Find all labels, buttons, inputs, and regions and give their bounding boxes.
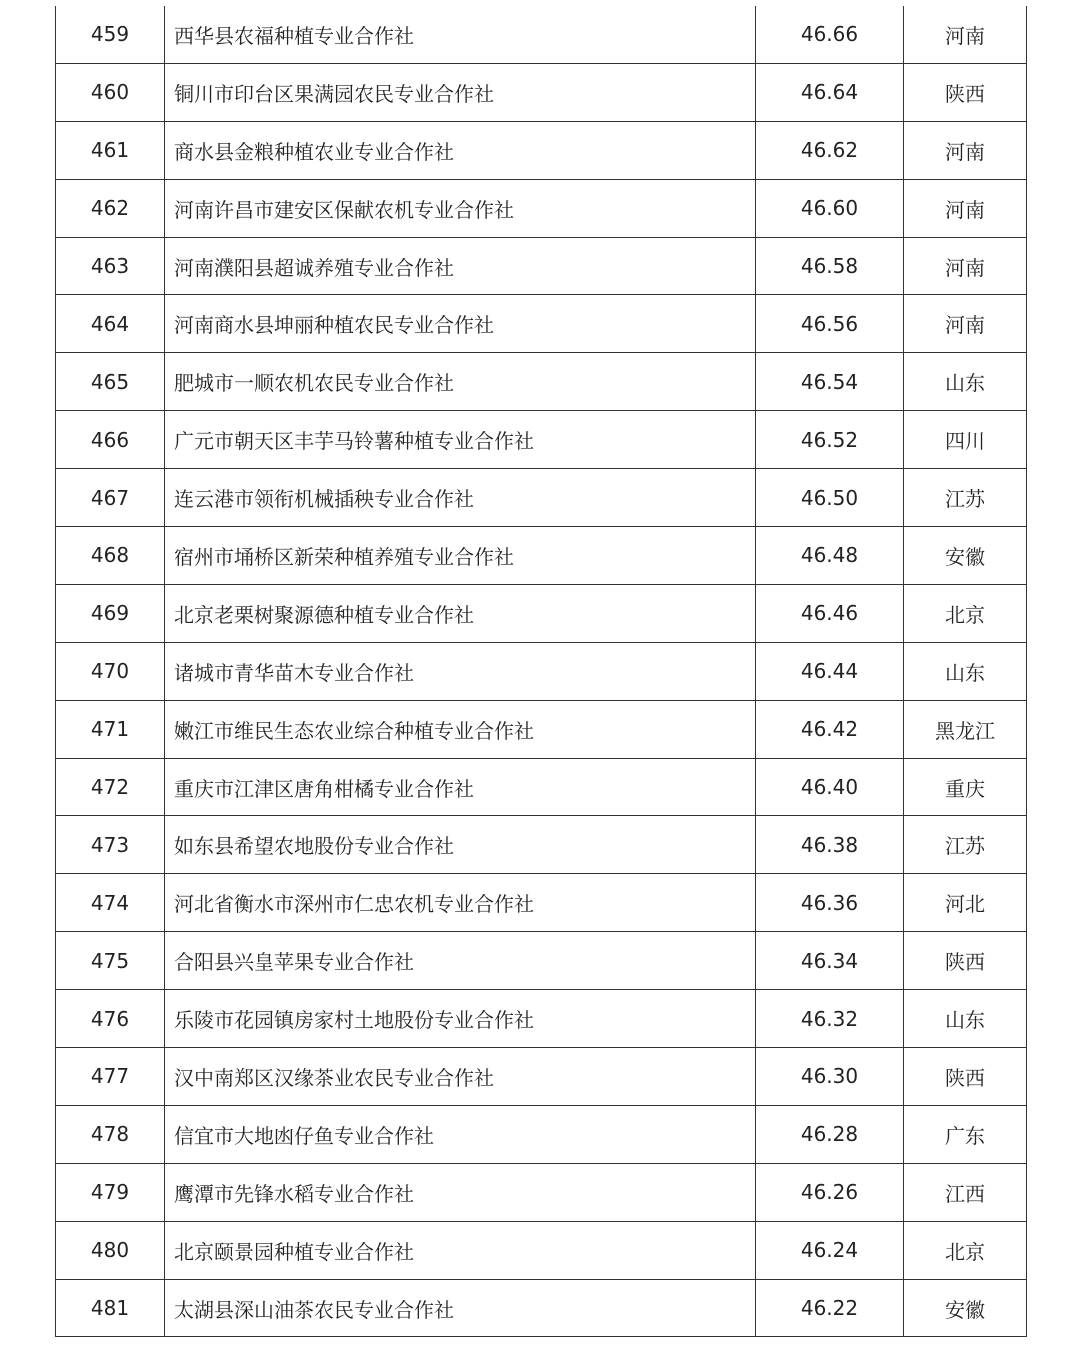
table-row (56, 1105, 1027, 1163)
cooperative-name-cell: 宿州市埇桥区新荣种植养殖专业合作社 (165, 527, 756, 585)
cooperative-name-cell: 商水县金粮种植农业专业合作社 (165, 121, 756, 179)
rank-cell: 465 (56, 353, 165, 411)
province-cell: 北京 (904, 1221, 1027, 1279)
table-row (56, 237, 1027, 295)
rank-cell: 469 (56, 584, 165, 642)
rank-cell: 468 (56, 527, 165, 585)
rank-cell: 479 (56, 1163, 165, 1221)
province-cell: 河南 (904, 121, 1027, 179)
rank-cell: 471 (56, 700, 165, 758)
score-cell: 46.66 (756, 6, 904, 63)
rank-cell: 475 (56, 932, 165, 990)
table-row (56, 1221, 1027, 1279)
province-cell: 安徽 (904, 527, 1027, 585)
table-row (56, 6, 1027, 63)
score-cell: 46.52 (756, 411, 904, 469)
table-row (56, 1163, 1027, 1221)
province-cell: 山东 (904, 990, 1027, 1048)
rank-cell: 480 (56, 1221, 165, 1279)
score-cell: 46.38 (756, 816, 904, 874)
cooperative-name-cell: 北京颐景园种植专业合作社 (165, 1221, 756, 1279)
cooperative-name-cell: 河南商水县坤丽种植农民专业合作社 (165, 295, 756, 353)
rank-cell: 464 (56, 295, 165, 353)
table-row (56, 353, 1027, 411)
cooperative-name-cell: 西华县农福种植专业合作社 (165, 6, 756, 63)
rank-cell: 478 (56, 1105, 165, 1163)
province-cell: 江苏 (904, 816, 1027, 874)
table-row (56, 932, 1027, 990)
rank-cell: 476 (56, 990, 165, 1048)
cooperative-name-cell: 诸城市青华苗木专业合作社 (165, 642, 756, 700)
cooperative-name-cell: 河南许昌市建安区保献农机专业合作社 (165, 179, 756, 237)
score-cell: 46.34 (756, 932, 904, 990)
score-cell: 46.22 (756, 1279, 904, 1337)
rank-cell: 460 (56, 63, 165, 121)
table-row (56, 642, 1027, 700)
table-row (56, 121, 1027, 179)
cooperative-name-cell: 肥城市一顺农机农民专业合作社 (165, 353, 756, 411)
rank-cell: 473 (56, 816, 165, 874)
score-cell: 46.62 (756, 121, 904, 179)
table-row (56, 1279, 1027, 1337)
score-cell: 46.54 (756, 353, 904, 411)
score-cell: 46.50 (756, 469, 904, 527)
province-cell: 北京 (904, 584, 1027, 642)
cooperative-name-cell: 重庆市江津区唐角柑橘专业合作社 (165, 758, 756, 816)
rank-cell: 470 (56, 642, 165, 700)
cooperative-name-cell: 信宜市大地凼仔鱼专业合作社 (165, 1105, 756, 1163)
province-cell: 江西 (904, 1163, 1027, 1221)
rank-cell: 459 (56, 6, 165, 63)
score-cell: 46.24 (756, 1221, 904, 1279)
province-cell: 河北 (904, 874, 1027, 932)
province-cell: 河南 (904, 237, 1027, 295)
cooperative-name-cell: 嫩江市维民生态农业综合种植专业合作社 (165, 700, 756, 758)
cooperative-name-cell: 北京老栗树聚源德种植专业合作社 (165, 584, 756, 642)
table-row (56, 816, 1027, 874)
rank-cell: 462 (56, 179, 165, 237)
province-cell: 山东 (904, 353, 1027, 411)
table-row (56, 700, 1027, 758)
ranking-table-container (55, 6, 1026, 1337)
province-cell: 陕西 (904, 1048, 1027, 1106)
score-cell: 46.30 (756, 1048, 904, 1106)
score-cell: 46.26 (756, 1163, 904, 1221)
rank-cell: 461 (56, 121, 165, 179)
province-cell: 黑龙江 (904, 700, 1027, 758)
score-cell: 46.46 (756, 584, 904, 642)
table-row (56, 469, 1027, 527)
score-cell: 46.44 (756, 642, 904, 700)
cooperative-name-cell: 太湖县深山油茶农民专业合作社 (165, 1279, 756, 1337)
score-cell: 46.64 (756, 63, 904, 121)
score-cell: 46.28 (756, 1105, 904, 1163)
province-cell: 陕西 (904, 63, 1027, 121)
table-row (56, 758, 1027, 816)
province-cell: 安徽 (904, 1279, 1027, 1337)
cooperative-name-cell: 连云港市领衔机械插秧专业合作社 (165, 469, 756, 527)
cooperative-name-cell: 合阳县兴皇苹果专业合作社 (165, 932, 756, 990)
score-cell: 46.32 (756, 990, 904, 1048)
score-cell: 46.56 (756, 295, 904, 353)
cooperative-name-cell: 汉中南郑区汉缘茶业农民专业合作社 (165, 1048, 756, 1106)
rank-cell: 467 (56, 469, 165, 527)
rank-cell: 477 (56, 1048, 165, 1106)
ranking-table-body (56, 6, 1027, 1337)
ranking-table (55, 6, 1027, 1337)
province-cell: 河南 (904, 295, 1027, 353)
province-cell: 广东 (904, 1105, 1027, 1163)
rank-cell: 466 (56, 411, 165, 469)
province-cell: 江苏 (904, 469, 1027, 527)
province-cell: 山东 (904, 642, 1027, 700)
table-row (56, 527, 1027, 585)
score-cell: 46.60 (756, 179, 904, 237)
rank-cell: 463 (56, 237, 165, 295)
cooperative-name-cell: 河北省衡水市深州市仁忠农机专业合作社 (165, 874, 756, 932)
rank-cell: 474 (56, 874, 165, 932)
province-cell: 四川 (904, 411, 1027, 469)
cooperative-name-cell: 铜川市印台区果满园农民专业合作社 (165, 63, 756, 121)
province-cell: 河南 (904, 179, 1027, 237)
score-cell: 46.48 (756, 527, 904, 585)
province-cell: 河南 (904, 6, 1027, 63)
table-row (56, 179, 1027, 237)
score-cell: 46.42 (756, 700, 904, 758)
score-cell: 46.58 (756, 237, 904, 295)
cooperative-name-cell: 广元市朝天区丰芋马铃薯种植专业合作社 (165, 411, 756, 469)
cooperative-name-cell: 鹰潭市先锋水稻专业合作社 (165, 1163, 756, 1221)
province-cell: 重庆 (904, 758, 1027, 816)
table-row (56, 874, 1027, 932)
score-cell: 46.40 (756, 758, 904, 816)
table-row (56, 584, 1027, 642)
cooperative-name-cell: 河南濮阳县超诚养殖专业合作社 (165, 237, 756, 295)
table-row (56, 411, 1027, 469)
table-row (56, 990, 1027, 1048)
rank-cell: 472 (56, 758, 165, 816)
province-cell: 陕西 (904, 932, 1027, 990)
rank-cell: 481 (56, 1279, 165, 1337)
cooperative-name-cell: 如东县希望农地股份专业合作社 (165, 816, 756, 874)
table-row (56, 63, 1027, 121)
score-cell: 46.36 (756, 874, 904, 932)
table-row (56, 295, 1027, 353)
table-row (56, 1048, 1027, 1106)
cooperative-name-cell: 乐陵市花园镇房家村土地股份专业合作社 (165, 990, 756, 1048)
